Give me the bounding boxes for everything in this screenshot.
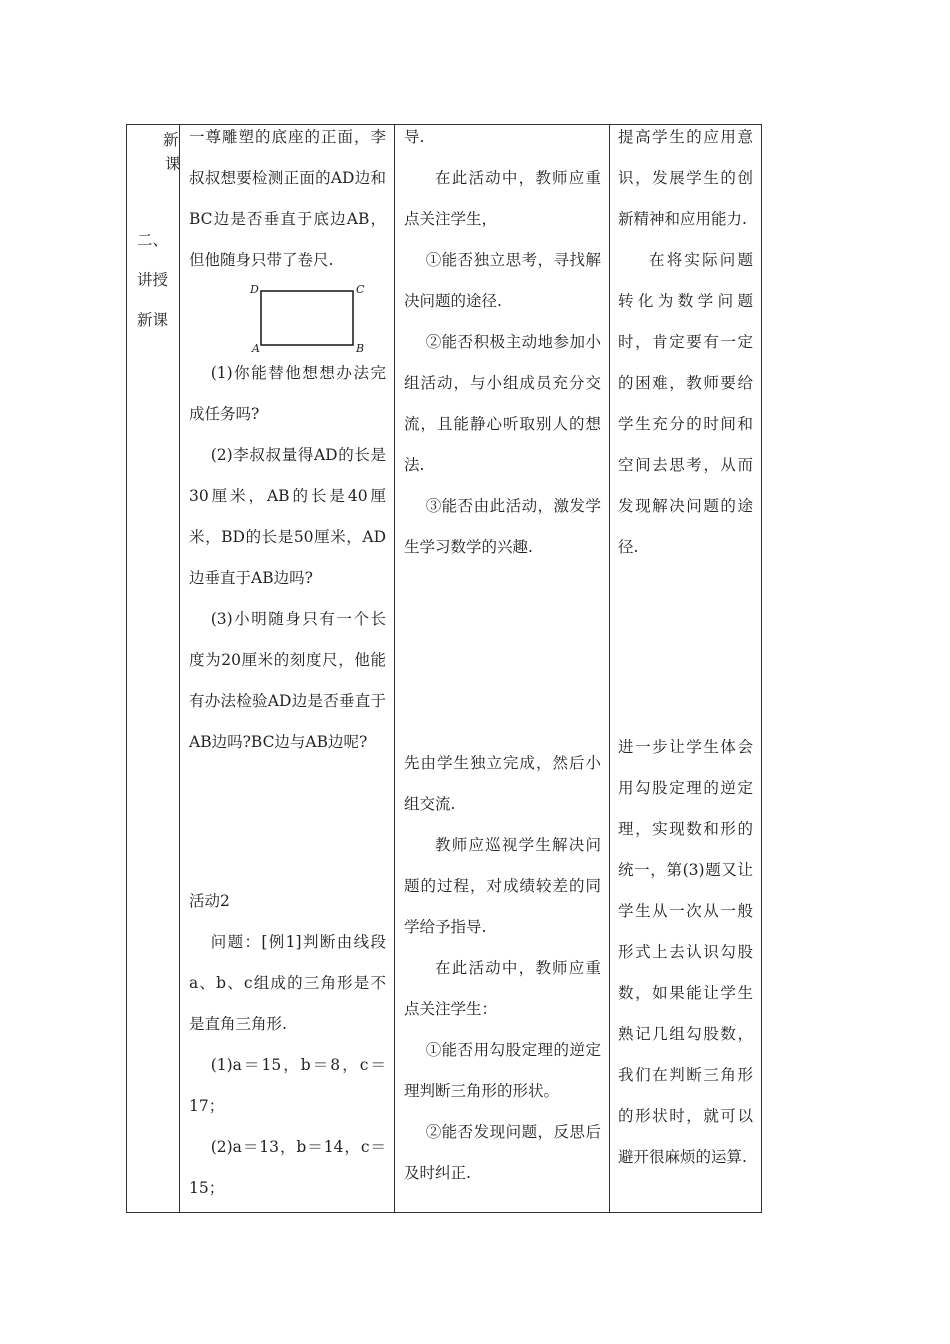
figure-label-b: B [356,342,365,353]
focus-intro: 在此活动中，教师应重点关注学生， [404,169,601,228]
section-number: 二、 [137,231,169,249]
section-title-line1: 讲授 [137,271,169,289]
question-2: (2)李叔叔量得AD的长是30厘米，AB的长是40厘米，BD的长是50厘米，AD边垂直于AB边吗? [189,446,386,587]
focus-point-4: ①能否用勾股定理的逆定理判断三角形的形状。 [404,1041,601,1100]
figure-label-c: C [356,283,365,296]
section-tag-a: 新 [163,131,179,149]
activity-method: 先由学生独立完成，然后小组交流. [404,754,601,813]
continuation-text: 导. [404,128,425,146]
column-divider [394,125,395,1212]
section-title-line2: 新课 [137,311,169,329]
rectangle-figure [247,283,377,353]
focus-intro-2: 在此活动中，教师应重点关注学生： [404,959,601,1018]
section-tag-b: 课 [165,155,181,173]
question-3: (3)小明随身只有一个长度为20厘米的刻度尺，他能有办法检验AD边是否垂直于AB边吗?BC边与AB边呢? [189,610,386,751]
figure-label-a: A [252,342,260,353]
focus-point-5: ②能否发现问题，反思后及时纠正. [404,1123,601,1182]
activity-heading: 活动2 [189,892,230,910]
figure-label-d: D [250,283,259,296]
example-item-2: (2)a＝13，b＝14，c＝15； [189,1138,386,1197]
example-problem: 问题：[例1]判断由线段a、b、c组成的三角形是不是直角三角形. [189,933,386,1033]
focus-point-1: ①能否独立思考，寻找解决问题的途径. [404,251,601,310]
purpose-1: 提高学生的应用意识，发展学生的创新精神和应用能力. [618,128,753,228]
focus-point-2: ②能否积极主动地参加小组活动，与小组成员充分交流，且能静心听取别人的想法. [404,333,601,474]
example-item-1: (1)a＝15，b＝8，c＝17； [189,1056,386,1115]
column-divider [609,125,610,1212]
lesson-table [126,124,762,1213]
focus-point-3: ③能否由此活动，激发学生学习数学的兴趣. [404,497,601,556]
column-divider [179,125,180,1212]
intro-text: 一尊雕塑的底座的正面，李叔叔想要检测正面的AD边和BC边是否垂直于底边AB，但他随身只带了卷尺. [189,128,386,269]
teacher-guidance: 教师应巡视学生解决问题的过程，对成绩较差的同学给予指导. [404,836,601,936]
question-1: (1)你能替他想想办法完成任务吗? [189,364,386,423]
purpose-3: 进一步让学生体会用勾股定理的逆定理，实现数和形的统一，第(3)题又让学生从一次从一般形式上去认识勾股数，如果能让学生熟记几组勾股数，我们在判断三角形的形状时，就可以避开很麻烦的运算. [618,738,753,1166]
purpose-2: 在将实际问题转化为数学问题时，肯定要有一定的困难，教师要给学生充分的时间和空间去思考，从而发现解决问题的途径. [618,251,753,556]
